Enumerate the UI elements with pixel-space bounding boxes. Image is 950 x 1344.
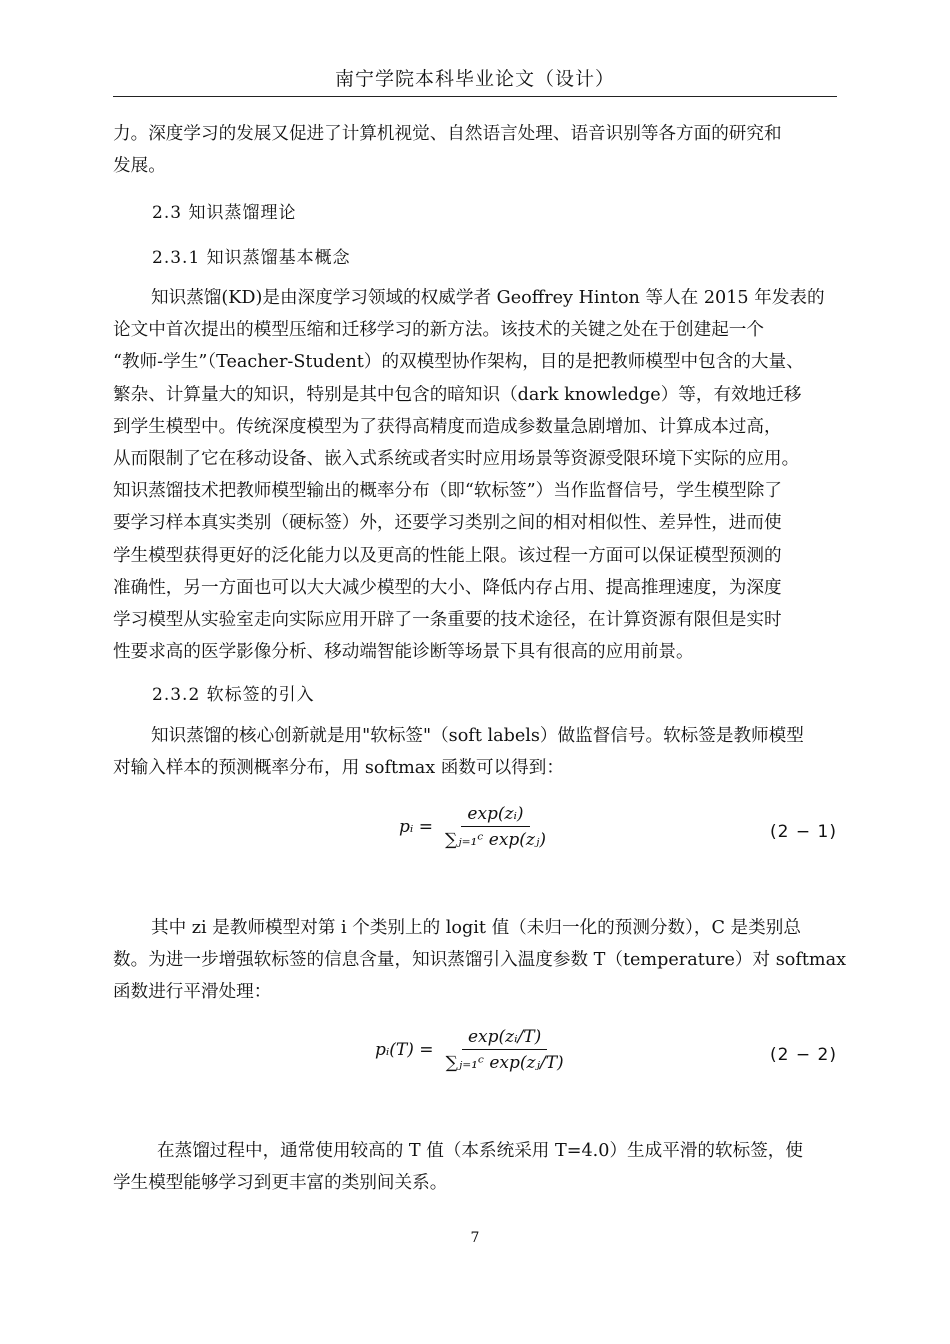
logit-paragraph <box>113 912 846 1009</box>
paragraph-line: 知识蒸馏的核心创新就是用"软标签"（soft labels）做监督信号。软标签是教师模型 <box>151 726 804 746</box>
equation-numerator: exp(zᵢ) <box>461 804 529 827</box>
equation-number: (2 − 2) <box>770 1045 837 1065</box>
header-divider <box>113 96 837 97</box>
paragraph-line: 力。深度学习的发展又促进了计算机视觉、自然语言处理、语音识别等各方面的研究和 <box>113 124 782 144</box>
page-header-title: 南宁学院本科毕业论文（设计） <box>334 68 615 90</box>
paragraph-line: 从而限制了它在移动设备、嵌入式系统或者实时应用场景等资源受限环境下实际的应用。 <box>113 449 800 470</box>
paragraph-line: 知识蒸馏(KD)是由深度学习领域的权威学者 Geoffrey Hinton 等人在 2015 年发表的 <box>151 288 825 308</box>
section-heading-2-3 <box>152 198 296 223</box>
paragraph-line: 函数进行平滑处理： <box>113 982 272 1003</box>
equation-2-2 <box>113 1025 837 1089</box>
paragraph-line: 数。为进一步增强软标签的信息含量，知识蒸馏引入温度参数 T（temperature）对 softmax <box>113 950 846 971</box>
paragraph-line: 论文中首次提出的模型压缩和迁移学习的新方法。该技术的关键之处在于创建起一个 <box>113 320 764 341</box>
paragraph-line: 对输入样本的预测概率分布，用 softmax 函数可以得到： <box>113 758 564 779</box>
paragraph-line: 知识蒸馏技术把教师模型输出的概率分布（即“软标签”）当作监督信号，学生模型除了 <box>113 481 782 502</box>
equation-denominator: ∑ⱼ₌₁ᶜ exp(zⱼ/T) <box>445 1053 564 1073</box>
section-number: 2.3.1 <box>152 248 201 268</box>
equation-lhs: pᵢ = <box>399 817 433 837</box>
equation-denominator: ∑ⱼ₌₁ᶜ exp(zⱼ) <box>444 830 547 850</box>
paragraph-line: 其中 zi 是教师模型对第 i 个类别上的 logit 值（未归一化的预测分数），C 是类别总 <box>151 918 801 938</box>
soft-label-paragraph <box>113 720 841 784</box>
paragraph-line: 繁杂、计算量大的知识，特别是其中包含的暗知识（dark knowledge）等，有效地迁移 <box>113 384 802 405</box>
paragraph-line: 准确性，另一方面也可以大大减少模型的大小、降低内存占用、提高推理速度，为深度 <box>113 577 782 598</box>
equation-2-1 <box>113 802 837 866</box>
paragraph-line: 发展。 <box>113 156 166 177</box>
temperature-paragraph <box>113 1135 841 1199</box>
section-number: 2.3 <box>152 203 183 223</box>
section-number: 2.3.2 <box>152 685 201 705</box>
paragraph-line: 学生模型能够学习到更丰富的类别间关系。 <box>113 1173 448 1194</box>
paragraph-line: “教师-学生”（Teacher-Student）的双模型协作架构，目的是把教师模型中包含的大量、 <box>113 352 804 373</box>
section-heading-2-3-2 <box>152 680 315 705</box>
equation-numerator: exp(zᵢ/T) <box>462 1027 547 1050</box>
intro-paragraph <box>113 118 841 182</box>
section-heading-2-3-1 <box>152 243 351 268</box>
section-title: 知识蒸馏基本概念 <box>206 248 351 268</box>
section-title: 软标签的引入 <box>206 685 315 705</box>
equation-lhs: pᵢ(T) = <box>375 1040 434 1060</box>
paragraph-line: 要学习样本真实类别（硬标签）外，还要学习类别之间的相对相似性、差异性，进而使 <box>113 513 782 534</box>
paragraph-line: 学习模型从实验室走向实际应用开辟了一条重要的技术途径，在计算资源有限但是实时 <box>113 610 782 631</box>
paragraph-line: 学生模型获得更好的泛化能力以及更高的性能上限。该过程一方面可以保证模型预测的 <box>113 545 782 566</box>
paragraph-line: 性要求高的医学影像分析、移动端智能诊断等场景下具有很高的应用前景。 <box>113 642 694 663</box>
page-number: 7 <box>470 1230 480 1246</box>
paragraph-line: 在蒸馏过程中，通常使用较高的 T 值（本系统采用 T=4.0）生成平滑的软标签，使 <box>157 1141 803 1161</box>
paragraph-line: 到学生模型中。传统深度模型为了获得高精度而造成参数量急剧增加、计算成本过高， <box>113 416 782 437</box>
kd-paragraph <box>113 282 841 668</box>
equation-number: (2 − 1) <box>770 822 837 842</box>
section-title: 知识蒸馏理论 <box>188 203 297 223</box>
